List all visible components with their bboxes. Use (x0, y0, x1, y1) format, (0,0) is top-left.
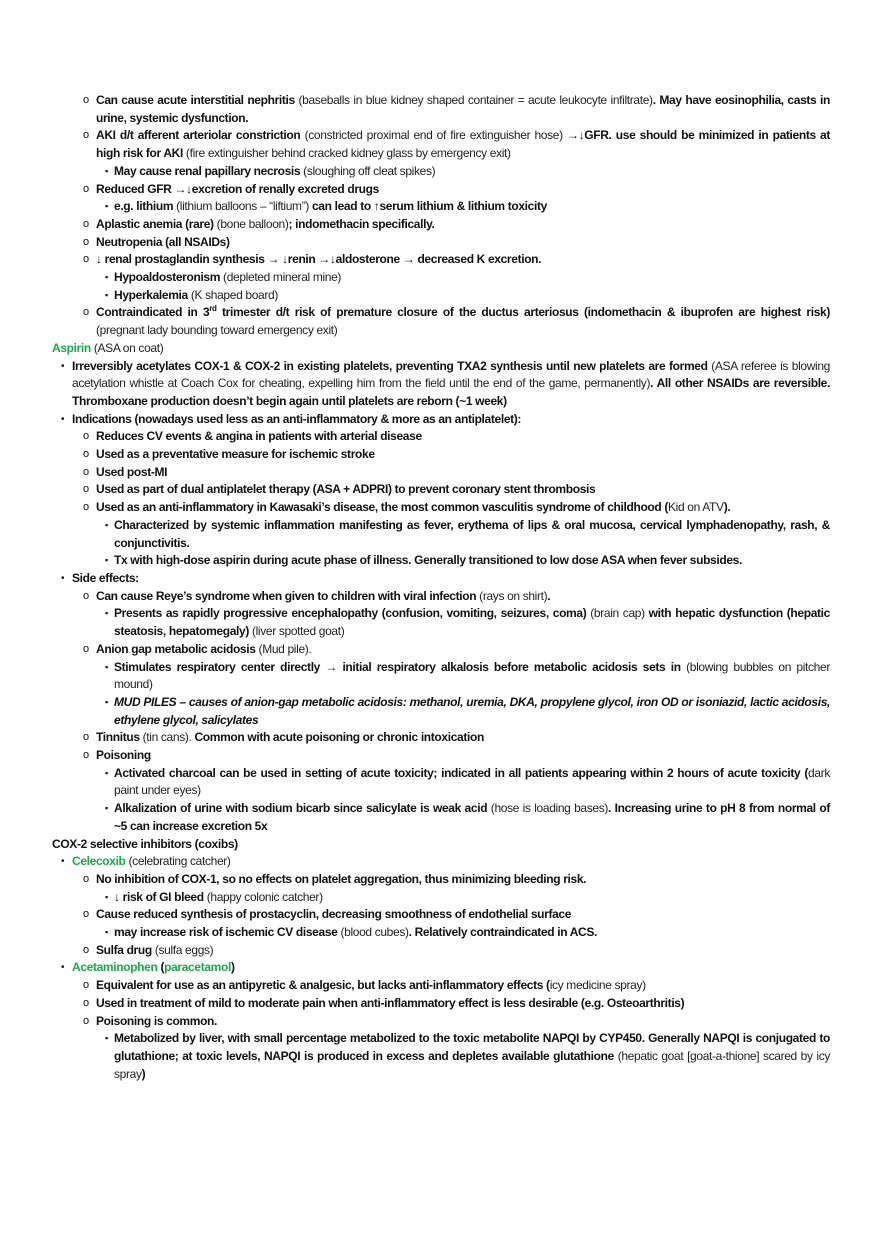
list-item-level-2 (52, 251, 830, 269)
text-run: Activated charcoal can be used in setting of acute toxicity; indicated in all patients appearing within 2 hours of acute toxicity ( (114, 765, 809, 780)
text-run: (hose is loading bases) (487, 801, 609, 816)
section-heading (52, 836, 830, 854)
bullet-icon: o (83, 253, 89, 266)
list-item-level-3 (52, 694, 830, 729)
list-item-level-2 (52, 181, 830, 199)
text-run: Used as an anti-inflammatory in Kawasaki’s disease, the most common vasculitis syndrome of childhood ( (96, 500, 669, 515)
list-item-level-3 (52, 605, 830, 640)
text-run: trimester d/t risk of premature closure of the ductus arteriosus (indomethacin & ibuprofen are highest risk) (216, 305, 830, 320)
text-run: →↓GFR. use should be minimized in patients at high risk for AKI (96, 128, 831, 161)
text-run: Irreversibly acetylates COX-1 & COX-2 in existing platelets, preventing TXA2 synthesis until new platelets are formed (72, 358, 708, 373)
text-run: (K shaped board) (187, 287, 278, 302)
text-run: Reduces CV events & angina in patients with arterial disease (96, 429, 422, 444)
text-run: . Increasing urine to pH 8 from normal of ~5 can increase excretion 5x (114, 801, 831, 833)
text-run: Kid on ATV (668, 500, 724, 515)
bullet-icon: o (83, 182, 89, 195)
list-item-level-2 (52, 304, 830, 339)
bullet-icon: o (83, 217, 89, 230)
bullet-icon: • (61, 962, 65, 974)
text-run: (rays on shirt) (476, 588, 548, 603)
text-run: ↓ renal prostaglandin synthesis → ↓renin →↓aldosterone → decreased K excretion. (96, 252, 542, 267)
text-run: (sloughing off cleat spikes) (300, 163, 436, 178)
list-item-level-3 (52, 889, 830, 907)
text-run: (hepatic goat [goat-a-thione] scared by icy spray (114, 1048, 830, 1081)
bullet-icon: ▪ (105, 661, 108, 672)
bullet-icon: • (61, 572, 65, 584)
list-item-level-2 (52, 446, 830, 464)
text-run: Hypoaldosteronism (114, 270, 221, 285)
list-item-level-3 (52, 659, 830, 694)
bullet-icon: o (83, 979, 89, 992)
list-item-level-3 (52, 552, 830, 570)
text-run: icy medicine spray) (549, 978, 646, 993)
text-run: (celebrating catcher) (125, 854, 231, 869)
list-item-level-2 (52, 428, 830, 446)
bullet-icon: o (83, 731, 89, 744)
text-run: Tinnitus (96, 730, 140, 745)
text-run: Neutropenia (all NSAIDs) (96, 234, 230, 249)
text-run: May cause renal papillary necrosis (114, 163, 301, 178)
list-item-level-2 (52, 588, 830, 606)
bullet-icon: ▪ (105, 891, 108, 902)
text-run: Hyperkalemia (114, 287, 188, 302)
text-run: Poisoning is common. (96, 1013, 218, 1028)
text-run: Used as a preventative measure for ischemic stroke (96, 447, 375, 462)
text-run: Metabolized by liver, with small percentage metabolized to the toxic metabolite NAPQI by CYP450. Generally NAPQI is conjugated to glutathione; at toxic levels, NAPQI is produced in excess and depletes available glutathione (114, 1031, 830, 1063)
bullet-icon: o (83, 642, 89, 655)
bullet-icon: o (83, 996, 89, 1009)
text-run: ; indomethacin specifically. (288, 216, 435, 231)
bullet-icon: ▪ (105, 696, 108, 707)
list-item-level-3 (52, 800, 830, 835)
list-item-level-1 (52, 358, 830, 411)
list-item-level-2 (52, 729, 830, 747)
list-item-level-3 (52, 924, 830, 942)
bullet-icon: o (83, 430, 89, 443)
text-run: ). (723, 500, 731, 515)
text-run: Equivalent for use as an antipyretic & analgesic, but lacks anti-inflammatory effects ( (96, 978, 550, 993)
bullet-icon: o (83, 872, 89, 885)
text-run: (brain cap) (586, 606, 649, 621)
bullet-icon: ▪ (105, 608, 108, 619)
text-run: Contraindicated in 3 (96, 305, 210, 320)
text-run: may increase risk of ischemic CV disease (114, 925, 338, 940)
drug-name: Acetaminophen (72, 960, 158, 975)
text-run: dark paint under eyes) (114, 765, 830, 798)
list-item-level-2 (52, 747, 830, 765)
bullet-icon: o (83, 908, 89, 921)
list-item-level-2 (52, 499, 830, 517)
list-item-level-3 (52, 269, 830, 287)
list-item-level-3 (52, 198, 830, 216)
text-run: (Mud pile). (255, 641, 312, 656)
bullet-icon: o (83, 749, 89, 762)
text-run: Common with acute poisoning or chronic intoxication (194, 730, 484, 745)
list-item-level-3 (52, 765, 830, 800)
text-run: (pregnant lady bounding toward emergency exit) (96, 323, 338, 338)
list-item-level-3 (52, 287, 830, 305)
list-item-level-2 (52, 234, 830, 252)
list-item-level-3 (52, 163, 830, 181)
bullet-icon: • (61, 360, 65, 372)
bullet-icon: o (83, 465, 89, 478)
list-item-level-2 (52, 942, 830, 960)
text-run: (tin cans). (139, 730, 195, 745)
bullet-icon: o (83, 1014, 89, 1027)
list-item-level-2 (52, 1013, 830, 1031)
text-run: (liver spotted goat) (248, 624, 345, 639)
text-run: Poisoning (96, 748, 151, 763)
list-item-level-2 (52, 481, 830, 499)
text-run: Can cause acute interstitial nephritis (96, 93, 295, 107)
drug-name: Celecoxib (72, 854, 126, 869)
text-run: No inhibition of COX-1, so no effects on platelet aggregation, thus minimizing bleeding risk. (96, 871, 587, 886)
list-item-level-2 (52, 871, 830, 889)
bullet-icon: o (83, 943, 89, 956)
list-item-level-1 (52, 411, 830, 429)
text-run: Used post-MI (96, 464, 168, 479)
text-run: ↓ risk of GI bleed (114, 889, 204, 904)
text-run: e.g. lithium (114, 199, 174, 214)
text-run: (fire extinguisher behind cracked kidney glass by emergency exit) (182, 146, 511, 161)
bullet-icon: ▪ (105, 289, 108, 300)
bullet-icon: • (61, 413, 65, 425)
text-run: can lead to ↑serum lithium & lithium toxicity (311, 199, 547, 214)
text-run: . (547, 588, 551, 603)
list-item-level-2 (52, 906, 830, 924)
text-run: Stimulates respiratory center directly → initial respiratory alkalosis before metabolic acidosis sets in (114, 659, 681, 674)
bullet-icon: o (83, 306, 89, 319)
bullet-icon: ▪ (105, 927, 108, 938)
list-item-level-2 (52, 92, 830, 127)
bullet-icon: ▪ (105, 272, 108, 283)
text-run: . Relatively contraindicated in ACS. (408, 925, 597, 940)
text-run: (bone balloon) (213, 216, 289, 231)
text-run: (constricted proximal end of fire extinguisher hose) (300, 128, 567, 143)
document-page (52, 92, 830, 1083)
list-item-level-2 (52, 464, 830, 482)
bullet-icon: • (61, 856, 65, 868)
text-run: Aplastic anemia (rare) (96, 216, 214, 231)
bullet-icon: o (83, 235, 89, 248)
bullet-icon: ▪ (105, 201, 108, 212)
text-run: MUD PILES – causes of anion-gap metabolic acidosis: methanol, uremia, DKA, propylene glycol, iron OD or isoniazid, lactic acidosis, ethylene glycol, salicylates (114, 694, 830, 727)
text-run: Indications (nowadays used less as an anti-inflammatory & more as an antiplatelet): (72, 411, 522, 426)
text-run: ) (141, 1066, 146, 1081)
bullet-icon: ▪ (105, 555, 108, 566)
list-item-level-2 (52, 995, 830, 1013)
list-item-level-2 (52, 977, 830, 995)
text-run: Used in treatment of mild to moderate pain when anti-inflammatory effect is less desirable (e.g. Osteoarthritis) (96, 995, 685, 1010)
text-run: Characterized by systemic inflammation manifesting as fever, erythema of lips & oral mucosa, cervical lymphadenopathy, rash, & conjunctivitis. (114, 517, 830, 550)
drug-name: Aspirin (52, 340, 91, 355)
text-run: . All other NSAIDs are reversible. Thromboxane production doesn’t begin again until platelets are reborn (~1 week) (72, 376, 830, 408)
text-run: COX-2 selective inhibitors (coxibs) (52, 836, 238, 851)
bullet-icon: ▪ (105, 767, 108, 778)
list-item-level-1 (52, 853, 830, 871)
text-run: (happy colonic catcher) (203, 889, 323, 904)
bullet-icon: ▪ (105, 519, 108, 530)
section-heading (52, 340, 830, 358)
text-run: Used as part of dual antiplatelet therapy (ASA + ADPRI) to prevent coronary stent thrombosis (96, 482, 596, 497)
text-run: Anion gap metabolic acidosis (96, 641, 256, 656)
list-item-level-3 (52, 517, 830, 552)
text-run: with hepatic dysfunction (hepatic steatosis, hepatomegaly) (114, 606, 830, 639)
text-run: ( (157, 960, 165, 975)
text-run: (ASA referee is blowing acetylation whistle at Coach Cox for cheating, expelling him from the field until the end of the game, permanently) (72, 358, 830, 391)
text-run: Tx with high-dose aspirin during acute phase of illness. Generally transitioned to low dose ASA when fever subsides. (114, 553, 742, 568)
text-run: (blood cubes) (337, 925, 409, 940)
text-run: Reduced GFR →↓excretion of renally excreted drugs (96, 181, 379, 196)
bullet-icon: o (83, 483, 89, 496)
text-run: rd (209, 304, 217, 314)
list-item-level-1 (52, 959, 830, 977)
text-run: (sulfa eggs) (151, 942, 214, 957)
text-run: Can cause Reye’s syndrome when given to children with viral infection (96, 588, 477, 603)
list-item-level-2 (52, 216, 830, 234)
text-run: Alkalization of urine with sodium bicarb since salicylate is weak acid (114, 801, 488, 816)
text-run: Cause reduced synthesis of prostacyclin, decreasing smoothness of endothelial surface (96, 907, 572, 922)
list-item-level-2 (52, 127, 830, 162)
bullet-icon: o (83, 129, 89, 142)
list-item-level-2 (52, 641, 830, 659)
list-item-level-1 (52, 570, 830, 588)
bullet-icon: ▪ (105, 803, 108, 814)
text-run: (blowing bubbles on pitcher mound) (114, 659, 830, 692)
text-run: AKI d/t afferent arteriolar constriction (96, 128, 301, 143)
bullet-icon: o (83, 589, 89, 602)
text-run: ) (230, 960, 235, 975)
text-run: (lithium balloons – “liftium”) (173, 199, 312, 214)
bullet-icon: o (83, 94, 89, 106)
list-item-level-3 (52, 1030, 830, 1083)
text-run: Side effects: (72, 570, 139, 585)
text-run: Sulfa drug (96, 942, 152, 957)
bullet-icon: o (83, 501, 89, 514)
drug-name: paracetamol (164, 960, 231, 975)
bullet-icon: ▪ (105, 1033, 108, 1044)
text-run: Presents as rapidly progressive encephalopathy (confusion, vomiting, seizures, coma) (114, 606, 587, 621)
bullet-icon: ▪ (105, 165, 108, 176)
text-run: (baseballs in blue kidney shaped container = acute leukocyte infiltrate) (294, 93, 653, 107)
bullet-icon: o (83, 448, 89, 461)
text-run: (ASA on coat) (90, 340, 164, 355)
text-run: (depleted mineral mine) (220, 270, 342, 285)
text-run: . May have eosinophilia, casts in urine, systemic dysfunction. (96, 93, 830, 125)
